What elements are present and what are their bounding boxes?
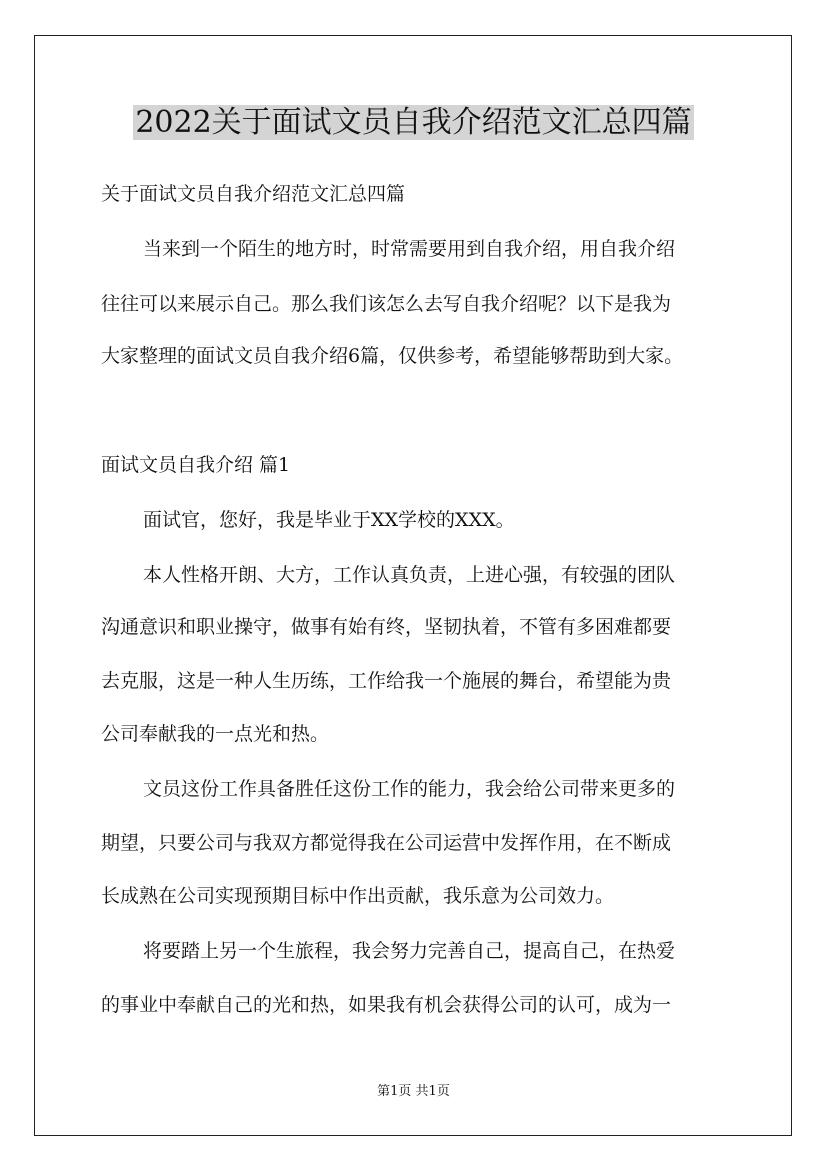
paragraph-line: 文员这份工作具备胜任这份工作的能力，我会给公司带来更多的 [143, 778, 676, 800]
paragraph-line: 去克服，这是一种人生历练，工作给我一个施展的舞台，希望能为贵 [101, 670, 672, 692]
intro-line-3: 大家整理的面试文员自我介绍6篇，仅供参考，希望能够帮助到大家。 [101, 345, 684, 367]
paragraph-line: 面试官，您好，我是毕业于XX学校的XXX。 [143, 509, 515, 531]
document-title-text: 2022关于面试文员自我介绍范文汇总四篇 [135, 105, 692, 140]
paragraph-line: 期望，只要公司与我双方都觉得我在公司运营中发挥作用，在不断成 [101, 832, 672, 854]
document-title [0, 101, 827, 145]
paragraph-line: 公司奉献我的一点光和热。 [101, 723, 330, 745]
paragraph-line: 本人性格开朗、大方，工作认真负责，上进心强，有较强的团队 [143, 564, 676, 586]
paragraph-line: 将要踏上另一个生旅程，我会努力完善自己，提高自己，在热爱 [143, 940, 676, 962]
intro-line-1: 当来到一个陌生的地方时，时常需要用到自我介绍，用自我介绍 [143, 238, 676, 260]
subtitle-line: 关于面试文员自我介绍范文汇总四篇 [101, 183, 406, 205]
section-heading: 面试文员自我介绍 篇1 [101, 454, 291, 476]
page-number-footer: 第1页 共1页 [377, 1084, 450, 1099]
intro-line-2: 往往可以来展示自己。那么我们该怎么去写自我介绍呢？以下是我为 [101, 293, 672, 315]
paragraph-line: 的事业中奉献自己的光和热，如果我有机会获得公司的认可，成为一 [101, 994, 672, 1016]
paragraph-line: 长成熟在公司实现预期目标中作出贡献，我乐意为公司效力。 [101, 885, 615, 907]
paragraph-line: 沟通意识和职业操守，做事有始有终，坚韧执着，不管有多困难都要 [101, 616, 672, 638]
